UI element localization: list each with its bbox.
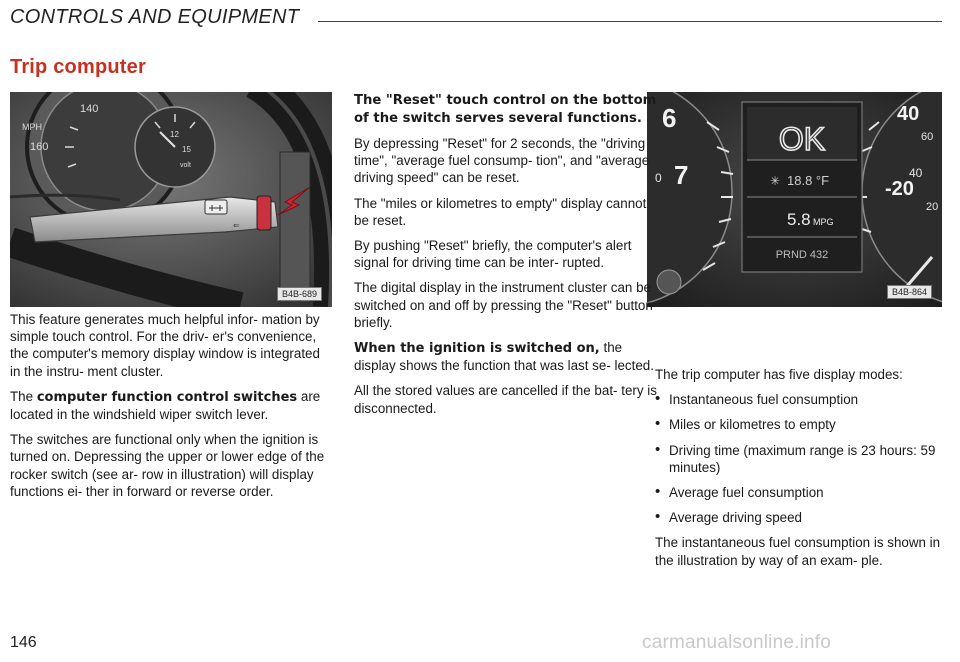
- display-consumption: 5.8: [787, 210, 811, 229]
- list-item: • Instantaneous fuel consumption: [655, 391, 942, 408]
- gauge-text-140: 140: [80, 103, 99, 115]
- list-item: • Driving time (maximum range is 23 hours: 59 minutes): [655, 442, 942, 476]
- gauge-left-7: 7: [674, 160, 689, 190]
- text-run: the display shows the function that was last se- lected.: [354, 340, 654, 374]
- intro-paragraph: This feature generates much helpful infor- mation by simple touch control. For the driv- er's convenience, the computer's memory display window is integrated in the instru- ment cluster.: [10, 312, 320, 379]
- trip-display-illustration: [647, 92, 942, 307]
- reset-paragraph-1: By depressing "Reset" for 2 seconds, the "driving time", "average fuel consump- tion", and "average driving speed" can be reset.: [354, 136, 650, 186]
- gauge-right-minus20: -20: [885, 178, 914, 200]
- display-ok: OK: [778, 121, 826, 157]
- reset-paragraph-2: The "miles or kilometres to empty" display cannot be reset.: [354, 195, 647, 228]
- wiper-lever-illustration: [10, 92, 332, 307]
- list-item: • Average fuel consumption: [655, 484, 942, 501]
- list-item: • Miles or kilometres to empty: [655, 416, 942, 433]
- page-number: 146: [10, 634, 37, 651]
- figure-wiper-lever: [10, 92, 332, 307]
- figure-trip-display: [647, 92, 942, 307]
- gauge-text-12: 12: [170, 130, 179, 139]
- battery-paragraph: All the stored values are cancelled if the bat- tery is disconnected.: [354, 383, 657, 416]
- watermark: carmanualsonline.info: [642, 632, 832, 653]
- page-title: Trip computer: [10, 56, 146, 78]
- gauge-right-40b: 40: [909, 166, 923, 180]
- list-item: • Average driving speed: [655, 509, 942, 526]
- ignition-paragraph: [354, 339, 662, 374]
- switch-location-paragraph: [10, 388, 333, 423]
- illustration-note: The instantaneous fuel consumption is shown in the illustration by way of an exam- ple.: [655, 535, 941, 568]
- gauge-right-20: 20: [926, 201, 939, 213]
- figure-code-label: B4B-689: [277, 287, 322, 301]
- gauge-right-40: 40: [897, 103, 920, 125]
- switch-function-paragraph: The switches are functional only when the ignition is turned on. Depressing the upper or lower edge of the rocker switch (see ar- row in illustration) will display functions ei- ther in forward or reverse order.: [10, 432, 325, 499]
- gauge-right-60: 60: [921, 131, 934, 143]
- gauge-text-volt: volt: [180, 162, 191, 169]
- reset-heading: The "Reset" touch control on the bottom of the switch serves several functions.: [354, 93, 657, 126]
- column-right: [655, 366, 942, 577]
- header-rule: [318, 21, 942, 22]
- display-modes-list: [655, 391, 942, 526]
- snowflake-icon: ✳: [770, 174, 781, 188]
- display-unit: MPG: [813, 217, 834, 227]
- reset-paragraph-4: The digital display in the instrument cluster can be switched on and off by pressing the "Reset" button briefly.: [354, 280, 653, 330]
- figure-code-label: B4B-864: [887, 285, 932, 299]
- running-header: CONTROLS AND EQUIPMENT: [10, 6, 300, 28]
- text-run: are located in the windshield wiper switch lever.: [10, 388, 321, 423]
- gauge-left-6: 6: [662, 103, 677, 133]
- text-run: The: [10, 388, 34, 404]
- column-middle: [354, 92, 662, 425]
- display-temp: 18.8 °F: [787, 173, 830, 188]
- bold-term: computer function control switches: [36, 389, 298, 405]
- bold-term: When the ignition is switched on,: [354, 341, 600, 357]
- display-gear: PRND 432: [775, 249, 829, 261]
- column-left: [10, 311, 333, 508]
- svg-text:⇐: ⇐: [233, 221, 240, 230]
- gauge-left-0: 0: [655, 171, 662, 185]
- modes-intro: The trip computer has five display modes:: [655, 367, 903, 382]
- gauge-text-mph: MPH: [22, 122, 42, 132]
- gauge-text-160: 160: [30, 141, 49, 153]
- gauge-text-15: 15: [182, 145, 191, 154]
- reset-paragraph-3: By pushing "Reset" briefly, the computer's alert signal for driving time can be inter- rupted.: [354, 238, 632, 271]
